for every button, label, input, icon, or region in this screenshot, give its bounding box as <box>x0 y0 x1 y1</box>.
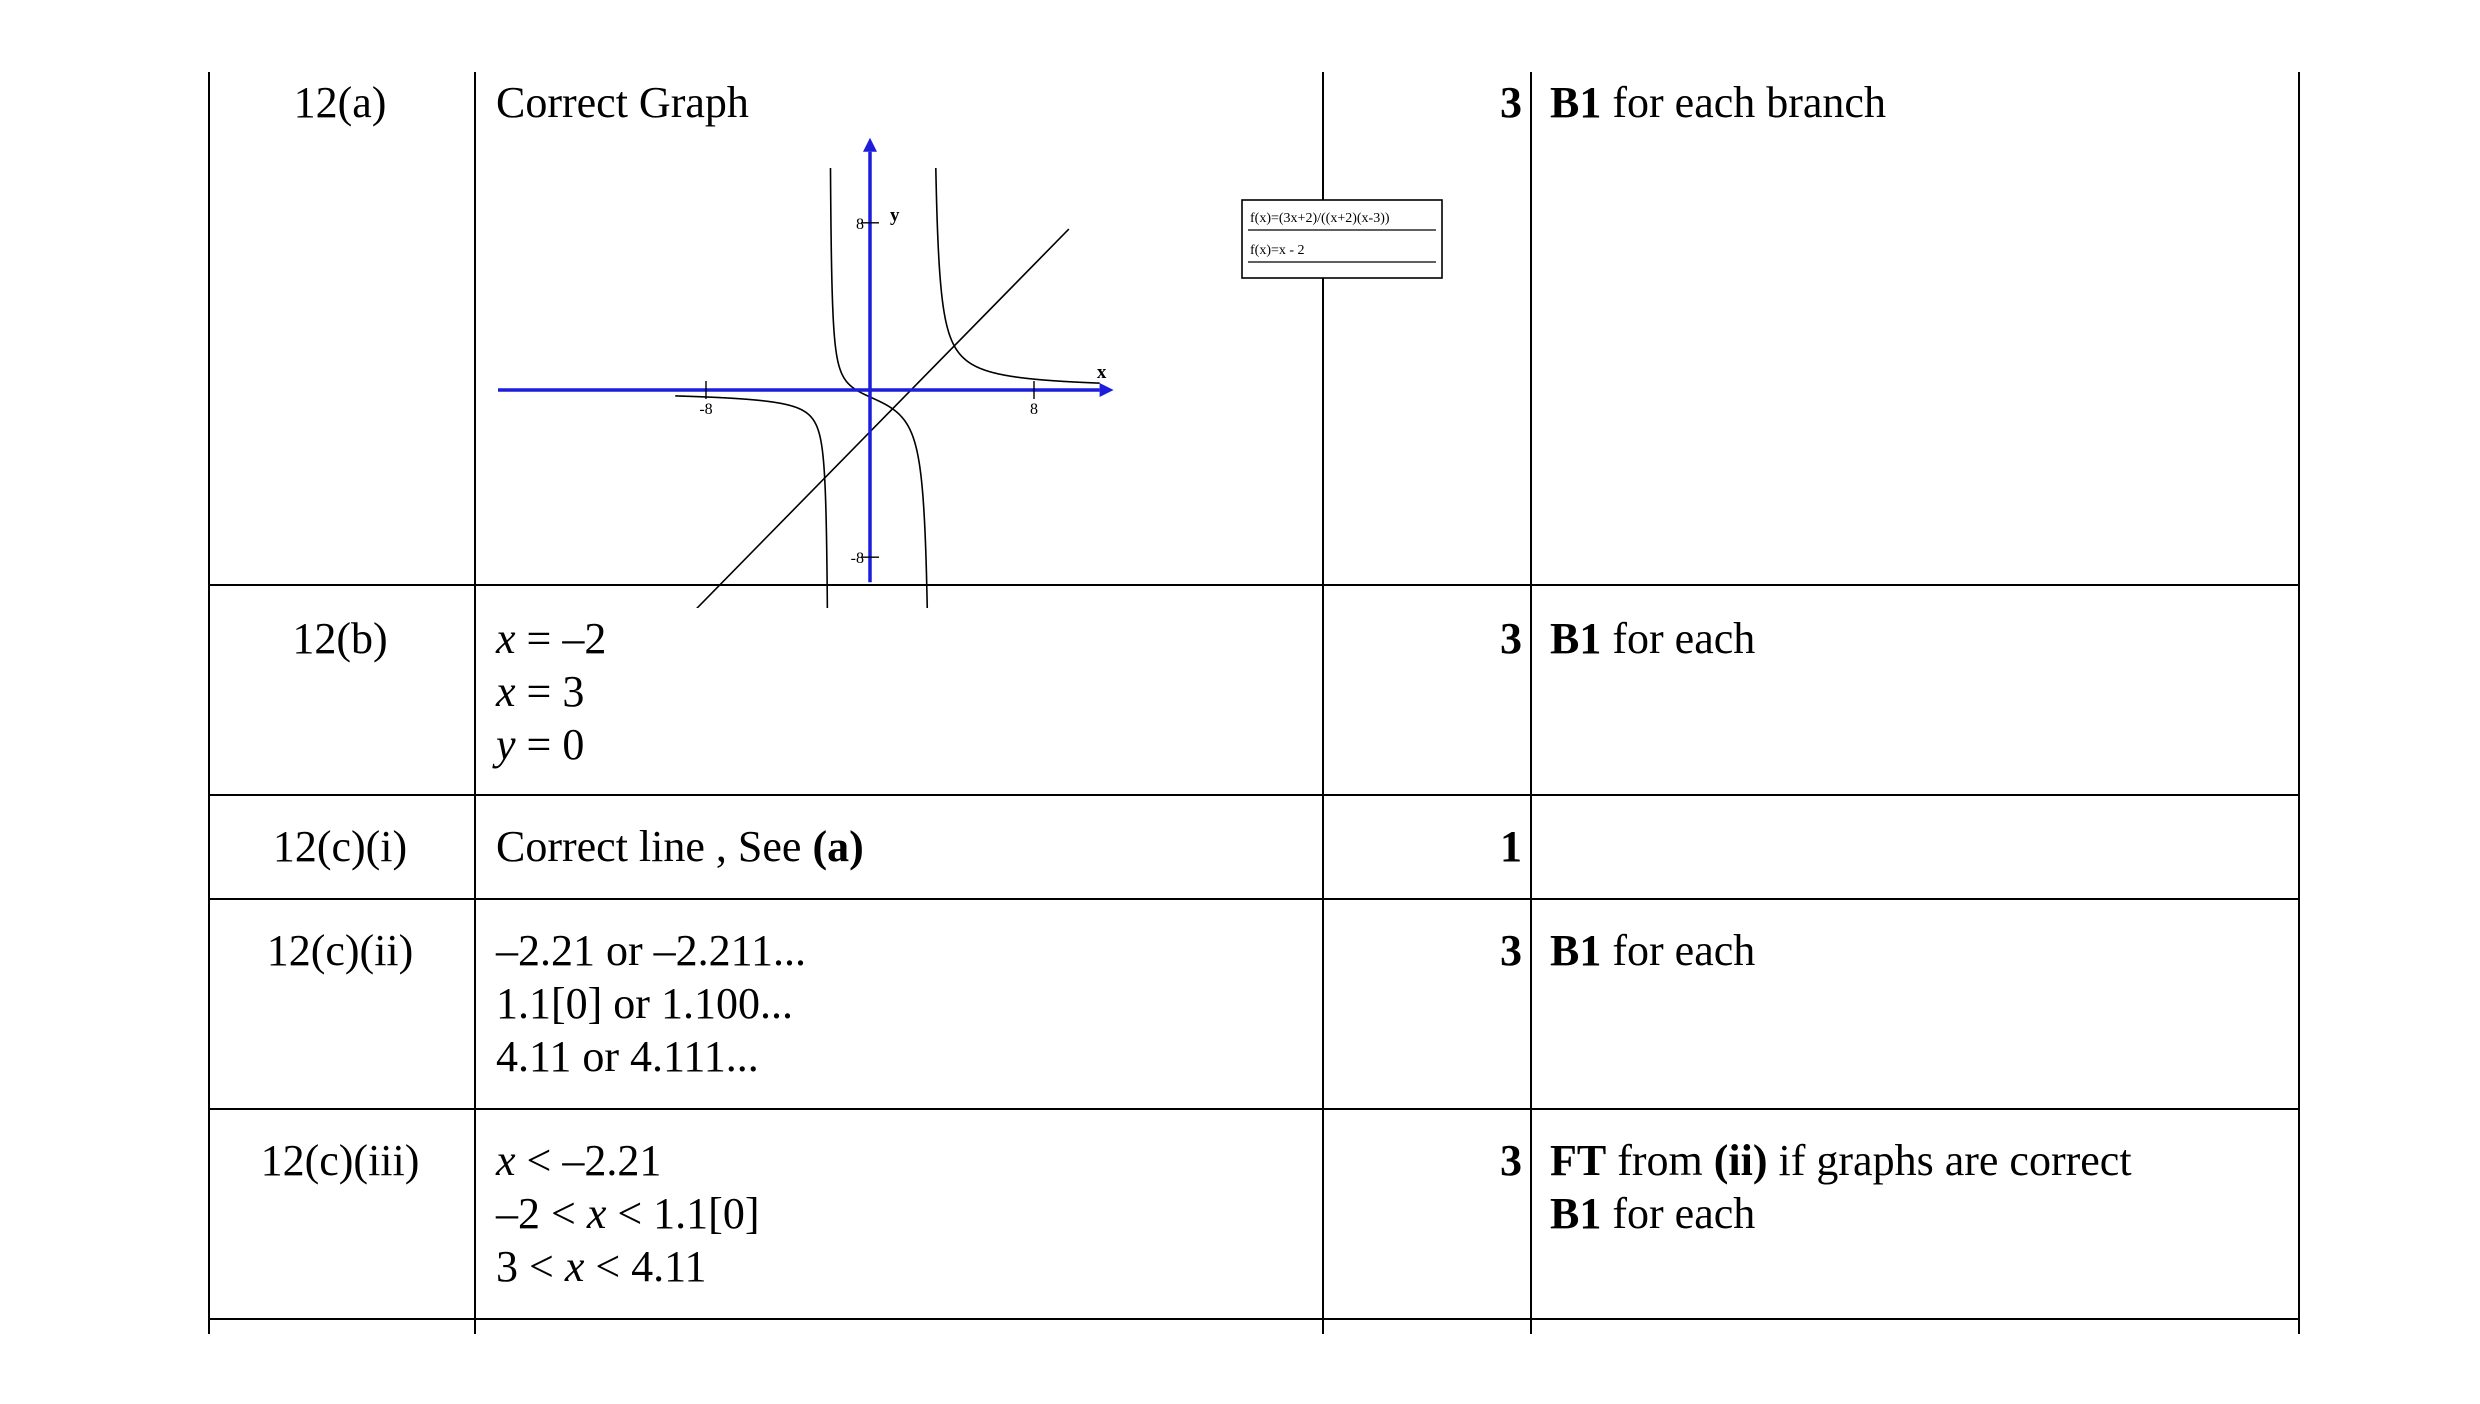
answer-line: 1.1[0] or 1.100... <box>496 979 793 1028</box>
row-divider <box>208 794 2298 796</box>
guidance-cell <box>1550 612 2290 665</box>
table-border <box>2298 72 2300 1334</box>
x-axis-arrow <box>1100 383 1114 397</box>
answer-line: y = 0 <box>496 720 585 769</box>
x-axis-label: x <box>1096 362 1107 383</box>
guidance-text: for each <box>1601 1189 1756 1238</box>
question-number: 12(a) <box>293 78 387 127</box>
question-number: 12(c)(iii) <box>260 1136 420 1185</box>
guidance-line <box>1550 612 2290 665</box>
answer-line: –2 < x < 1.1[0] <box>496 1189 760 1238</box>
guidance-line: FT from (ii) if graphs are correct <box>1550 1136 2132 1185</box>
mark-value: 3 <box>1500 614 1522 663</box>
question-number: 12(b) <box>292 614 388 663</box>
guidance-code: B1 <box>1550 78 1602 127</box>
guidance-line <box>1550 924 2290 977</box>
plot-axes <box>498 138 1114 583</box>
guidance-cell <box>1550 76 2290 129</box>
table-border <box>1530 72 1532 1334</box>
table-border <box>474 72 476 1334</box>
graph-figure <box>498 118 1390 568</box>
answer-line: x < –2.21 <box>496 1136 662 1185</box>
mark-value: 1 <box>1500 822 1522 871</box>
guidance-cell <box>1550 924 2290 977</box>
row-divider <box>208 584 2298 586</box>
legend-entry: f(x)=(3x+2)/((x+2)(x-3)) <box>1250 211 1390 226</box>
legend-entry: f(x)=x - 2 <box>1250 243 1305 258</box>
y-axis-label: y <box>890 204 900 226</box>
answer-line: –2.21 or –2.211... <box>496 926 807 975</box>
curve-branch <box>932 0 1099 383</box>
question-number: 12(c)(ii) <box>266 926 414 975</box>
answer-line: x = 3 <box>496 667 585 716</box>
row-divider <box>208 898 2298 900</box>
y-tick-label: -8 <box>850 550 864 568</box>
guidance-line <box>1550 76 2290 129</box>
answer-cell <box>496 612 1316 771</box>
answer-line: Correct Graph <box>496 78 749 127</box>
mark-value: 3 <box>1500 926 1522 975</box>
guidance-code: B1 <box>1550 926 1602 975</box>
x-tick-label: 8 <box>1030 401 1038 418</box>
mark-value: 3 <box>1500 78 1522 127</box>
answer-line: 3 < x < 4.11 <box>496 1242 707 1291</box>
guidance-text: for each <box>1601 926 1756 975</box>
guidance-cell <box>1550 1134 2290 1240</box>
x-tick-label: -8 <box>699 401 713 418</box>
row-divider <box>208 1318 2298 1320</box>
guidance-text: for each <box>1601 614 1756 663</box>
mark-scheme-table <box>208 72 2298 1334</box>
answer-line: Correct line , See (a) <box>496 822 864 871</box>
mark-value: 3 <box>1500 1136 1522 1185</box>
answer-cell <box>496 820 1316 873</box>
row-divider <box>208 1108 2298 1110</box>
line-y-equals-x-minus-2 <box>692 229 1069 614</box>
guidance-code: B1 <box>1550 614 1602 663</box>
y-tick-label: 8 <box>856 215 864 233</box>
legend <box>1242 200 1442 278</box>
y-axis-arrow <box>863 138 877 152</box>
answer-cell <box>496 924 1316 1083</box>
answer-line: 4.11 or 4.111... <box>496 1032 759 1081</box>
answer-cell <box>496 1134 1316 1293</box>
guidance-line <box>1550 1187 2290 1240</box>
question-number: 12(c)(i) <box>272 822 408 871</box>
answer-line: x = –2 <box>496 614 607 663</box>
guidance-text: for each branch <box>1601 78 1886 127</box>
guidance-code: B1 <box>1550 1189 1602 1238</box>
